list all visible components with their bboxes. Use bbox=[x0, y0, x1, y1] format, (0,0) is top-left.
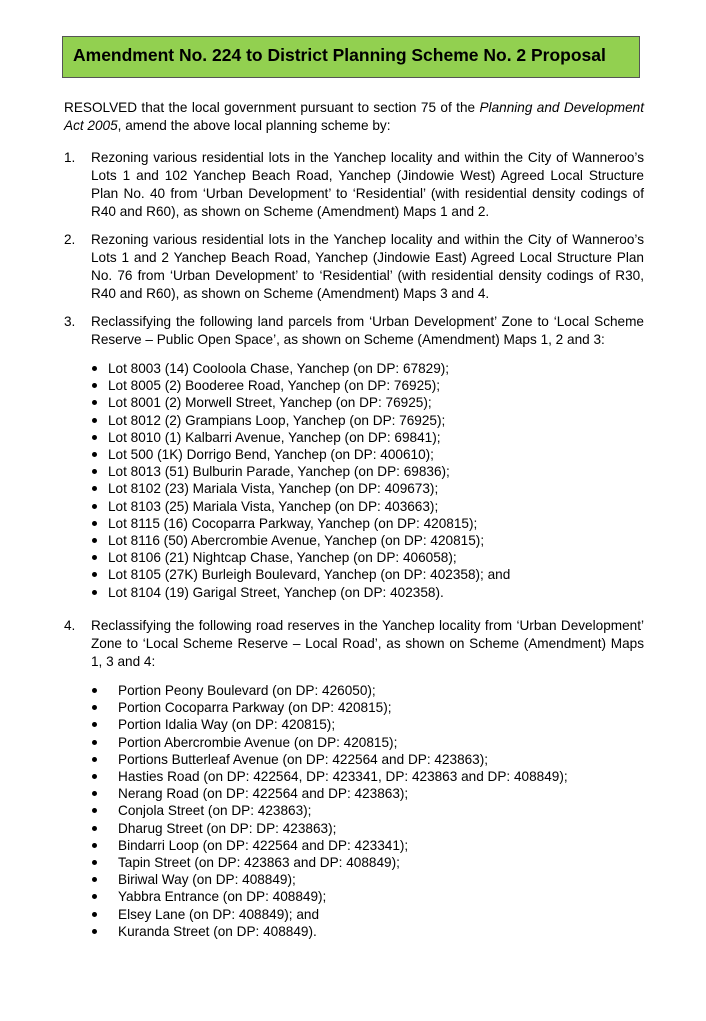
list-item bbox=[108, 480, 510, 497]
list-item bbox=[118, 785, 568, 802]
list-item bbox=[108, 532, 510, 549]
list-item-text: Lot 8102 (23) Mariala Vista, Yanchep (on DP: 409673); bbox=[108, 481, 439, 497]
bullet-icon bbox=[92, 860, 97, 865]
list-item-text: Portion Idalia Way (on DP: 420815); bbox=[118, 717, 336, 733]
list-item-text: Lot 500 (1K) Dorrigo Bend, Yanchep (on DP: 400610); bbox=[108, 447, 434, 463]
list-item bbox=[118, 837, 568, 854]
list-item bbox=[118, 854, 568, 871]
list-item bbox=[108, 463, 510, 480]
list-item-text: Portion Peony Boulevard (on DP: 426050); bbox=[118, 683, 376, 698]
item-number: 1. bbox=[64, 150, 76, 165]
bullet-icon bbox=[92, 826, 97, 831]
road-reserve-list bbox=[118, 682, 568, 940]
list-item-text: Lot 8116 (50) Abercrombie Avenue, Yanchep (on DP: 420815); bbox=[108, 533, 485, 549]
bullet-icon bbox=[92, 538, 97, 543]
bullet-icon bbox=[92, 486, 97, 491]
bullet-icon bbox=[92, 894, 97, 899]
bullet-icon bbox=[92, 521, 97, 526]
amendment-item-3 bbox=[64, 313, 644, 349]
item-text: Reclassifying the following road reserves in the Yanchep locality from ‘Urban Development’ Zone to ‘Local Scheme Reserve – Local Road’, as shown on Scheme (Amendment) Maps 1, 3 and 4: bbox=[91, 618, 644, 669]
list-item bbox=[118, 802, 568, 819]
list-item-text: Lot 8105 (27K) Burleigh Boulevard, Yanchep (on DP: 402358); and bbox=[108, 567, 511, 583]
list-item bbox=[108, 394, 510, 411]
list-item-text: Portion Abercrombie Avenue (on DP: 420815); bbox=[118, 734, 398, 750]
bullet-icon bbox=[92, 774, 97, 779]
list-item bbox=[118, 923, 568, 940]
list-item-text: Lot 8003 (14) Cooloola Chase, Yanchep (on DP: 67829); bbox=[108, 361, 450, 376]
bullet-icon bbox=[92, 722, 97, 727]
list-item-text: Yabbra Entrance (on DP: 408849); bbox=[118, 889, 327, 905]
bullet-icon bbox=[92, 929, 97, 934]
list-item-text: Lot 8005 (2) Booderee Road, Yanchep (on DP: 76925); bbox=[108, 378, 441, 394]
list-item-text: Lot 8104 (19) Garigal Street, Yanchep (on DP: 402358). bbox=[108, 584, 444, 600]
intro-text-after: , amend the above local planning scheme by: bbox=[117, 118, 391, 133]
bullet-icon bbox=[92, 740, 97, 745]
list-item-text: Hasties Road (on DP: 422564, DP: 423341, DP: 423863 and DP: 408849); bbox=[118, 769, 568, 785]
amendment-item-4 bbox=[64, 617, 644, 671]
list-item bbox=[118, 871, 568, 888]
list-item bbox=[118, 768, 568, 785]
amendment-item-2 bbox=[64, 231, 644, 303]
list-item bbox=[118, 734, 568, 751]
bullet-icon bbox=[92, 366, 97, 371]
list-item bbox=[108, 446, 510, 463]
list-item bbox=[108, 377, 510, 394]
list-item bbox=[118, 682, 568, 699]
bullet-icon bbox=[92, 383, 97, 388]
list-item bbox=[118, 888, 568, 905]
list-item bbox=[118, 820, 568, 837]
list-item-text: Portion Cocoparra Parkway (on DP: 420815); bbox=[118, 700, 392, 716]
bullet-icon bbox=[92, 912, 97, 917]
bullet-icon bbox=[92, 435, 97, 440]
list-item-text: Lot 8106 (21) Nightcap Chase, Yanchep (on DP: 406058); bbox=[108, 550, 457, 566]
list-item-text: Conjola Street (on DP: 423863); bbox=[118, 803, 312, 819]
item-text: Rezoning various residential lots in the Yanchep locality and within the City of Wanneroo’s Lots 1 and 2 Yanchep Beach Road, Yanchep (Jindowie East) Agreed Local Structure Plan No. 76 from ‘Urban Development’ to ‘Residential’ (with residential density codings of R30, R40 and R60), as shown on Scheme (Amendment) Maps 3 and 4. bbox=[91, 232, 644, 301]
list-item-text: Kuranda Street (on DP: 408849). bbox=[118, 923, 317, 939]
item-number: 2. bbox=[64, 232, 76, 247]
list-item-text: Lot 8001 (2) Morwell Street, Yanchep (on DP: 76925); bbox=[108, 395, 432, 411]
list-item-text: Elsey Lane (on DP: 408849); and bbox=[118, 906, 320, 922]
list-item bbox=[118, 906, 568, 923]
bullet-icon bbox=[92, 590, 97, 595]
list-item bbox=[108, 360, 510, 377]
list-item-text: Biriwal Way (on DP: 408849); bbox=[118, 872, 296, 888]
list-item bbox=[108, 566, 510, 583]
intro-text-before: RESOLVED that the local government pursuant to section 75 of the bbox=[64, 100, 480, 115]
list-item-text: Portions Butterleaf Avenue (on DP: 422564 and DP: 423863); bbox=[118, 751, 489, 767]
bullet-icon bbox=[92, 452, 97, 457]
intro-paragraph bbox=[64, 99, 644, 135]
list-item-text: Nerang Road (on DP: 422564 and DP: 423863); bbox=[118, 786, 409, 802]
title-banner bbox=[62, 36, 640, 78]
list-item-text: Dharug Street (on DP: DP: 423863); bbox=[118, 820, 337, 836]
bullet-icon bbox=[92, 469, 97, 474]
page-title: Amendment No. 224 to District Planning Scheme No. 2 Proposal bbox=[73, 45, 606, 65]
list-item-text: Lot 8013 (51) Bulburin Parade, Yanchep (on DP: 69836); bbox=[108, 464, 450, 480]
land-parcel-list bbox=[108, 360, 510, 601]
list-item-text: Tapin Street (on DP: 423863 and DP: 408849); bbox=[118, 855, 400, 871]
bullet-icon bbox=[92, 688, 97, 693]
bullet-icon bbox=[92, 418, 97, 423]
amendment-item-1 bbox=[64, 149, 644, 221]
list-item bbox=[108, 429, 510, 446]
act-name: Planning and Development Act 2005 bbox=[64, 100, 644, 133]
bullet-icon bbox=[92, 808, 97, 813]
list-item-text: Lot 8012 (2) Grampians Loop, Yanchep (on DP: 76925); bbox=[108, 412, 446, 428]
bullet-icon bbox=[92, 791, 97, 796]
item-number: 4. bbox=[64, 618, 76, 633]
item-number: 3. bbox=[64, 314, 76, 329]
list-item-text: Lot 8010 (1) Kalbarri Avenue, Yanchep (on DP: 69841); bbox=[108, 429, 441, 445]
list-item-text: Lot 8103 (25) Mariala Vista, Yanchep (on DP: 403663); bbox=[108, 498, 439, 514]
list-item bbox=[108, 584, 510, 601]
item-text: Reclassifying the following land parcels from ‘Urban Development’ Zone to ‘Local Scheme Reserve – Public Open Space’, as shown on Scheme (Amendment) Maps 1, 2 and 3: bbox=[91, 314, 644, 347]
bullet-icon bbox=[92, 705, 97, 710]
resolution-intro bbox=[64, 99, 644, 135]
list-item bbox=[108, 412, 510, 429]
bullet-icon bbox=[92, 555, 97, 560]
list-item-text: Bindarri Loop (on DP: 422564 and DP: 423341); bbox=[118, 837, 409, 853]
item-text: Rezoning various residential lots in the Yanchep locality and within the City of Wanneroo’s Lots 1 and 102 Yanchep Beach Road, Yanchep (Jindowie West) Agreed Local Structure Plan No. 40 from ‘Urban Development’ to ‘Residential’ (with residential density codings of R40 and R60), as shown on Scheme (Amendment) Maps 1 and 2. bbox=[91, 150, 644, 219]
list-item bbox=[108, 515, 510, 532]
list-item bbox=[118, 751, 568, 768]
bullet-icon bbox=[92, 877, 97, 882]
bullet-icon bbox=[92, 843, 97, 848]
bullet-icon bbox=[92, 757, 97, 762]
list-item bbox=[108, 549, 510, 566]
bullet-icon bbox=[92, 572, 97, 577]
list-item-text: Lot 8115 (16) Cocoparra Parkway, Yanchep (on DP: 420815); bbox=[108, 515, 478, 531]
list-item bbox=[118, 699, 568, 716]
bullet-icon bbox=[92, 504, 97, 509]
list-item bbox=[108, 498, 510, 515]
list-item bbox=[118, 716, 568, 733]
bullet-icon bbox=[92, 400, 97, 405]
